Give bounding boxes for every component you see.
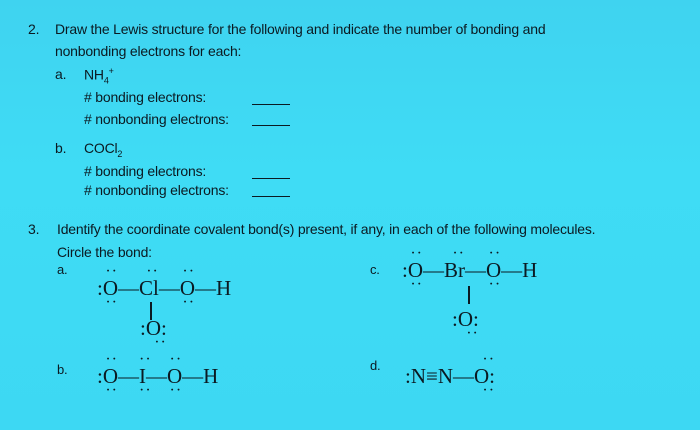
item-label: a.	[55, 66, 67, 82]
bond[interactable]: —	[146, 364, 167, 388]
bond[interactable]: —	[501, 258, 523, 282]
bond[interactable]: ≡	[426, 364, 438, 388]
bond[interactable]: —	[118, 276, 139, 300]
answer-blank[interactable]	[252, 104, 290, 105]
pendant-oxygen	[140, 316, 167, 341]
atom: :O: ··	[140, 316, 167, 341]
formula-subscript: 4	[103, 75, 109, 86]
question-text: Circle the bond:	[57, 244, 152, 260]
answer-blank[interactable]	[252, 196, 290, 197]
bond[interactable]: —	[182, 364, 204, 388]
bond[interactable]: —	[195, 276, 217, 300]
molecule-c[interactable]	[402, 258, 537, 283]
formula-cocl2	[84, 140, 122, 159]
answer-blank[interactable]	[252, 125, 290, 126]
question-number: 2.	[28, 21, 40, 37]
atom: ·· :O ··	[97, 276, 118, 301]
item-label: d.	[370, 358, 381, 373]
formula-subscript: 2	[117, 148, 123, 159]
atom: ·· O: ··	[474, 364, 495, 389]
atom: ·· O ··	[180, 276, 195, 301]
question-text: nonbonding electrons for each:	[55, 43, 242, 59]
formula-nh4	[84, 66, 114, 85]
molecule-d[interactable]	[405, 364, 495, 389]
atom: ·· Cl	[139, 276, 159, 301]
atom: :N	[405, 364, 426, 388]
atom: ·· Br	[444, 258, 465, 283]
atom: ·· O ··	[167, 364, 182, 389]
item-label: b.	[57, 362, 68, 377]
question-number: 3.	[28, 221, 40, 237]
molecule-b[interactable]	[97, 364, 218, 389]
formula-text: NH	[84, 66, 104, 83]
atom: H	[522, 258, 538, 282]
bond[interactable]: —	[465, 258, 486, 282]
item-label: c.	[370, 262, 380, 277]
atom: ·· I ··	[139, 364, 146, 389]
atom: H	[216, 276, 232, 300]
molecule-a[interactable]	[97, 276, 231, 301]
bonding-label: # bonding electrons:	[84, 163, 207, 179]
answer-blank[interactable]	[252, 178, 290, 179]
atom: ·· :O ··	[402, 258, 423, 283]
pendant-oxygen	[452, 307, 479, 332]
atom: H	[203, 364, 219, 388]
atom: ·· :O ··	[97, 364, 118, 389]
atom: :O: ··	[452, 307, 479, 332]
bond[interactable]: —	[158, 276, 180, 300]
vertical-bond[interactable]	[468, 286, 470, 304]
item-label: b.	[55, 140, 67, 156]
item-label: a.	[57, 262, 68, 277]
bond[interactable]: —	[453, 364, 475, 388]
bond[interactable]: —	[118, 364, 139, 388]
formula-text: COCl	[84, 140, 118, 156]
nonbonding-label: # nonbonding electrons:	[84, 182, 229, 198]
bond[interactable]: —	[423, 258, 444, 282]
formula-superscript: +	[108, 66, 114, 76]
bonding-label: # bonding electrons:	[84, 89, 207, 105]
question-text: Draw the Lewis structure for the following and indicate the number of bonding and	[55, 21, 546, 37]
question-text: Identify the coordinate covalent bond(s) present, if any, in each of the following molecules.	[57, 221, 596, 237]
nonbonding-label: # nonbonding electrons:	[84, 111, 229, 127]
atom: N	[437, 364, 454, 388]
atom: ·· O ··	[486, 258, 501, 283]
